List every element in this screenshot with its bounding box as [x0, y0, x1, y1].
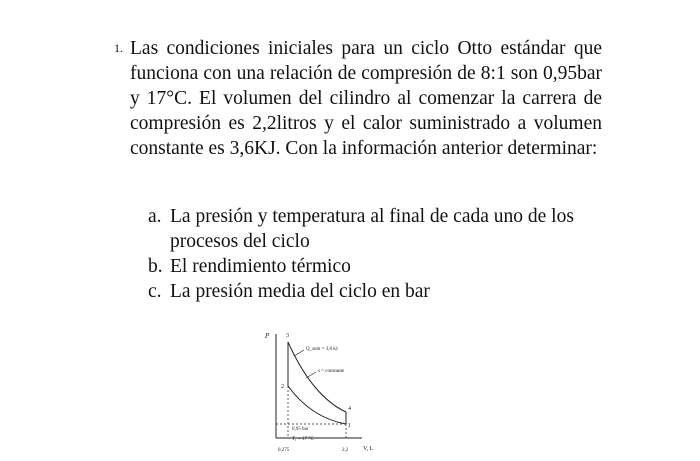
question-letter: b. [148, 256, 163, 277]
question-item [148, 254, 618, 279]
temperature-label: T₁ = 17 °C [292, 437, 314, 442]
x-axis-label: V, L [363, 446, 374, 452]
problem-statement [114, 36, 602, 161]
pv-diagram [262, 328, 372, 456]
state-2-label: 2 [281, 384, 284, 390]
question-letter: a. [148, 206, 162, 227]
isentropic-pointer [306, 372, 316, 378]
state-3-label: 3 [286, 333, 289, 339]
question-text: El rendimiento térmico [170, 256, 351, 277]
state-4-label: 4 [348, 406, 351, 412]
problem-text: Las condiciones iniciales para un ciclo Otto estándar que funciona con una relación de compresión de 8:1 son 0,95bar y 17°C. El volumen del cilindro al comenzar la carrera de compresión es 2,2litros y el calor suministrado a volumen constante es 3,6KJ. Con la información anterior determinar: [130, 38, 602, 159]
question-text: La presión media del ciclo en bar [170, 281, 430, 302]
compression-curve [288, 386, 346, 424]
problem-number: 1. [114, 41, 123, 55]
expansion-curve [288, 342, 346, 412]
isentropic-label: s = constante [318, 369, 345, 374]
y-axis-label: P [265, 332, 270, 340]
state-1-label: 1 [348, 423, 351, 429]
vmin-label: 0,275 [278, 448, 290, 453]
question-list [148, 204, 618, 304]
question-text: La presión y temperatura al final de cada uno de los procesos del ciclo [170, 206, 574, 252]
question-item [148, 279, 618, 304]
heat-arrow [294, 350, 304, 356]
question-letter: c. [148, 281, 162, 302]
question-item [148, 204, 618, 254]
pressure-label: 0,95 bar [292, 427, 309, 432]
vmax-label: 2,2 [342, 448, 349, 453]
heat-label: Q_sum = 3,6 kJ [306, 347, 338, 352]
